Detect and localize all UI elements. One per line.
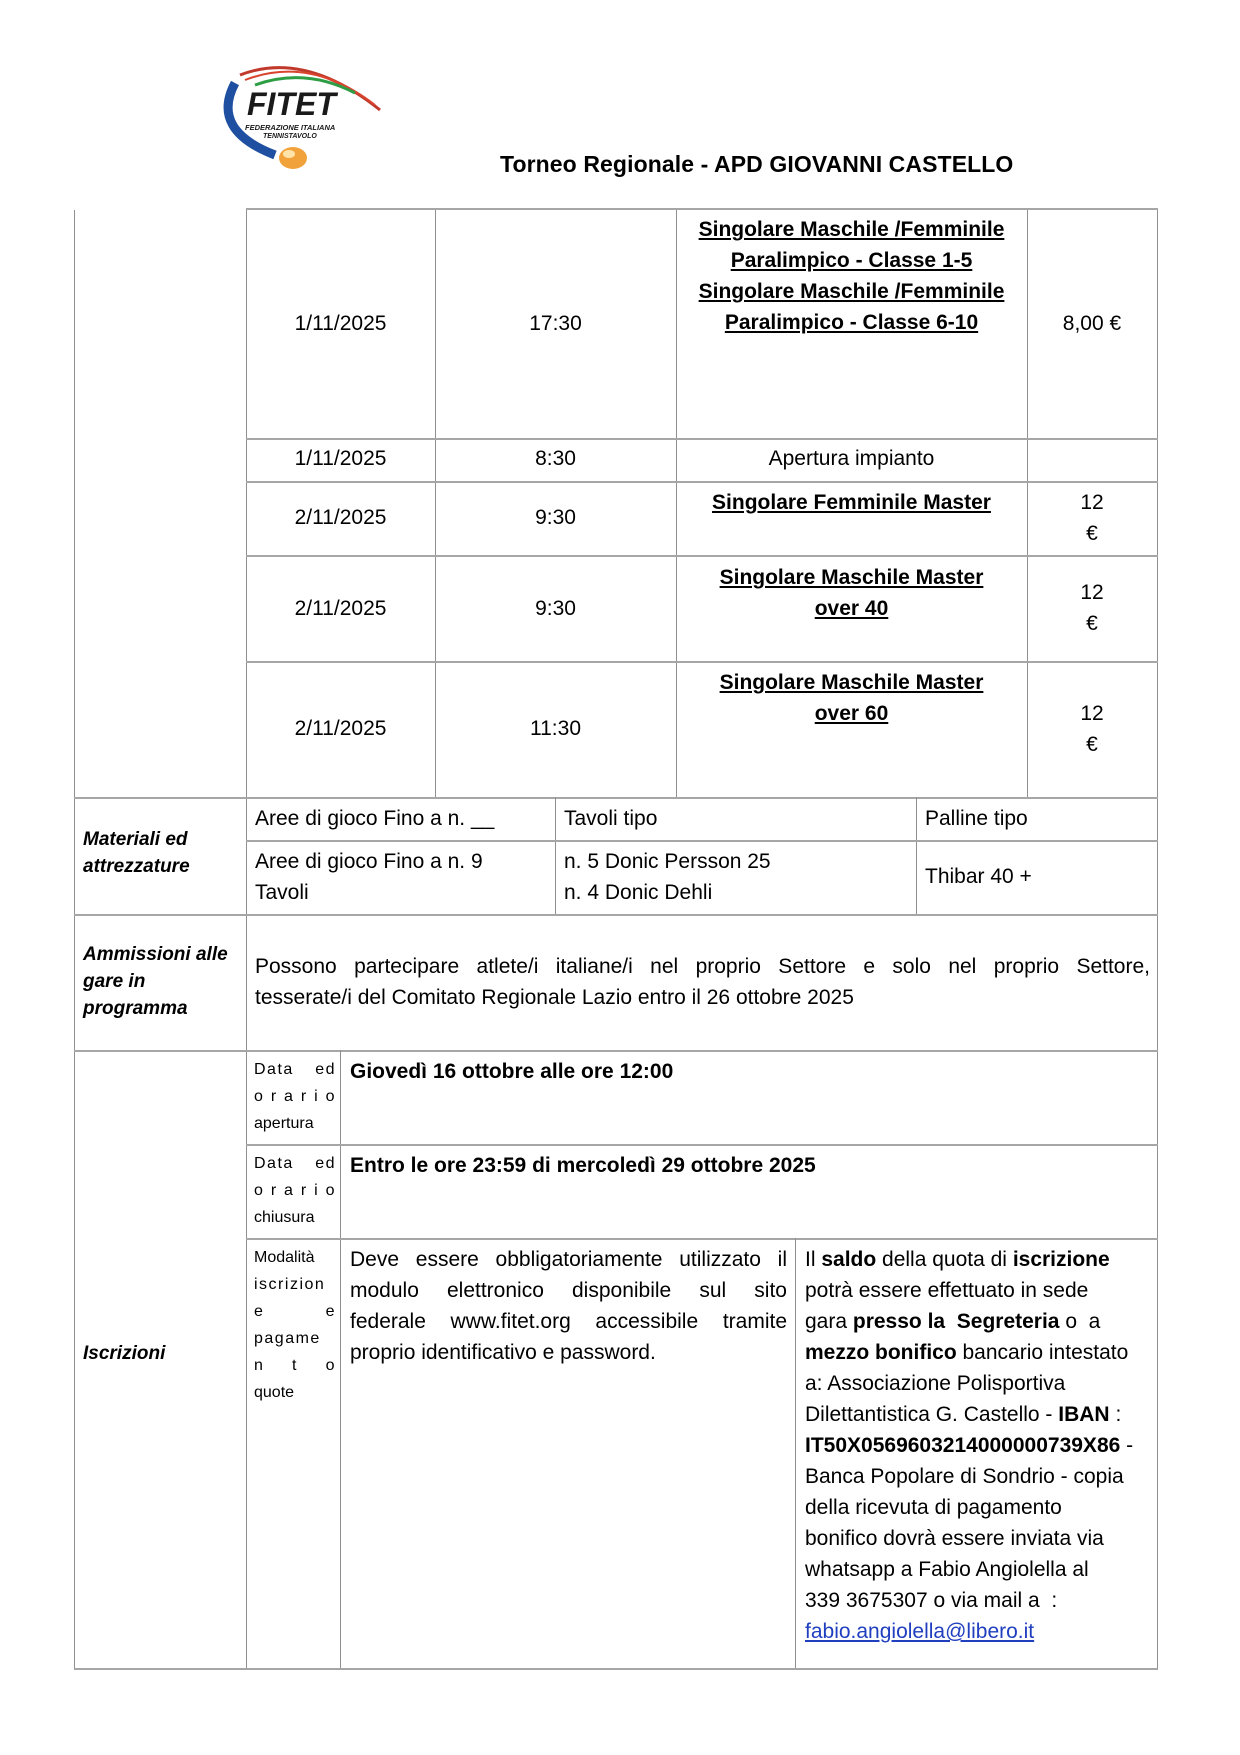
label-line: Data ed <box>254 1155 336 1172</box>
logo-wordmark: FITET <box>247 86 336 122</box>
table-border <box>795 1238 796 1669</box>
table-border <box>74 1668 1158 1670</box>
materials-balls-value: Thibar 40 + <box>925 865 1032 888</box>
materials-header-balls: Palline tipo <box>925 807 1028 830</box>
table-border <box>246 1144 1158 1146</box>
label-line: programma <box>83 998 188 1019</box>
schedule-fee <box>1027 487 1157 549</box>
text-line: whatsapp a Fabio Angiolella al <box>805 1558 1089 1581</box>
schedule-event: Singolare Femminile Master <box>712 491 991 514</box>
fee-currency: € <box>1086 612 1098 635</box>
text-line: modulo elettronico disponibile sul sito <box>350 1279 787 1302</box>
table-border <box>74 210 75 1669</box>
event-line: Singolare Maschile /Femminile <box>698 218 1005 241</box>
table-border <box>246 555 1158 557</box>
schedule-time: 17:30 <box>529 312 582 335</box>
schedule-event <box>676 667 1027 729</box>
ball-icon <box>279 147 307 169</box>
text-line: a: Associazione Polisportiva <box>805 1372 1066 1395</box>
registrations-label: Iscrizioni <box>83 1343 166 1364</box>
email-link[interactable]: fabio.angiolella@libero.it <box>805 1620 1035 1643</box>
event-line: Singolare Maschile Master <box>719 671 984 694</box>
text-line: Il saldo della quota di iscrizione <box>805 1248 1110 1271</box>
table-border <box>246 1238 1158 1240</box>
schedule-date: 2/11/2025 <box>294 717 387 740</box>
label-line: Data ed <box>254 1061 336 1078</box>
closing-value: Entro le ore 23:59 di mercoledì 29 ottobre 2025 <box>350 1154 816 1177</box>
table-border <box>74 914 1158 916</box>
table-border <box>916 797 917 915</box>
fee-amount: 12 <box>1080 581 1104 604</box>
admissions-text-line1: Possono partecipare atlete/i italiane/i nel proprio Settore e solo nel proprio Settore, <box>255 955 1150 978</box>
table-border <box>246 661 1158 663</box>
event-line: Singolare Maschile /Femminile <box>698 280 1005 303</box>
value-line: n. 5 Donic Persson 25 <box>564 850 771 873</box>
schedule-event <box>676 214 1027 338</box>
text-line: bonifico dovrà essere inviata via <box>805 1527 1104 1550</box>
label-line: Ammissioni alle <box>83 944 228 965</box>
table-border <box>246 840 1158 842</box>
schedule-date: 1/11/2025 <box>294 447 387 470</box>
materials-header-tables: Tavoli tipo <box>564 807 658 830</box>
payment-text <box>805 1244 1155 1647</box>
label-line: iscrizion <box>254 1276 326 1293</box>
materials-header-areas: Aree di gioco Fino a n. __ <box>255 807 495 830</box>
schedule-fee <box>1027 698 1157 760</box>
materials-areas-value <box>255 846 555 908</box>
schedule-date: 2/11/2025 <box>294 506 387 529</box>
text-line: 339 3675307 o via mail a : <box>805 1589 1058 1612</box>
label-line: chiusura <box>254 1209 315 1226</box>
iban-line: IT50X0569603214000000739X86 - <box>805 1434 1134 1457</box>
method-label <box>254 1244 336 1406</box>
label-line: pagame <box>254 1330 321 1347</box>
fee-amount: 12 <box>1080 702 1104 725</box>
schedule-fee <box>1027 577 1157 639</box>
label-line: o r a r i o <box>254 1088 336 1105</box>
table-border <box>74 797 1158 799</box>
text-line: della ricevuta di pagamento <box>805 1496 1062 1519</box>
fee-currency: € <box>1086 522 1098 545</box>
opening-label <box>254 1056 336 1137</box>
fitet-logo <box>215 55 395 175</box>
text-line: proprio identificativo e password. <box>350 1341 656 1364</box>
text-line: Deve essere obbligatoriamente utilizzato il <box>350 1248 787 1271</box>
schedule-time: 8:30 <box>535 447 576 470</box>
page-title: Torneo Regionale - APD GIOVANNI CASTELLO <box>500 151 1014 177</box>
value-line: Tavoli <box>255 881 309 904</box>
admissions-label <box>83 941 243 1022</box>
event-line: Paralimpico - Classe 6-10 <box>724 311 979 334</box>
table-border <box>74 1050 1158 1052</box>
label-line: quote <box>254 1384 295 1401</box>
online-registration-text <box>350 1244 787 1368</box>
table-border <box>246 208 1158 210</box>
logo-subtitle-1: FEDERAZIONE ITALIANA <box>245 123 336 132</box>
text-line: potrà essere effettuato in sede <box>805 1279 1089 1302</box>
materials-label <box>83 826 243 880</box>
logo-subtitle-2: TENNISTAVOLO <box>263 133 317 140</box>
table-border <box>246 481 1158 483</box>
label-line: o r a r i o <box>254 1182 336 1199</box>
label-line: Materiali ed <box>83 829 188 850</box>
label-line: attrezzature <box>83 856 190 877</box>
event-line: Paralimpico - Classe 1-5 <box>730 249 973 272</box>
label-line: e e <box>254 1303 336 1320</box>
table-border <box>340 1050 341 1669</box>
admissions-text-line2: tesserate/i del Comitato Regionale Lazio entro il 26 ottobre 2025 <box>255 986 854 1009</box>
label-line: n t o <box>254 1357 336 1374</box>
opening-value: Giovedì 16 ottobre alle ore 12:00 <box>350 1060 674 1083</box>
schedule-event <box>676 562 1027 624</box>
event-line: Singolare Maschile Master <box>719 566 984 589</box>
event-line: over 60 <box>814 702 889 725</box>
schedule-time: 9:30 <box>535 597 576 620</box>
text-line: Dilettantistica G. Castello - IBAN : <box>805 1403 1122 1426</box>
materials-tables-value <box>564 846 914 908</box>
table-border <box>555 797 556 915</box>
label-line: apertura <box>254 1115 314 1132</box>
table-border <box>246 208 247 1669</box>
text-line: mezzo bonifico bancario intestato <box>805 1341 1129 1364</box>
table-border <box>1157 208 1158 1669</box>
text-line: gara presso la Segreteria o a <box>805 1310 1101 1333</box>
text-line: Banca Popolare di Sondrio - copia <box>805 1465 1124 1488</box>
fee-amount: 12 <box>1080 491 1104 514</box>
schedule-time: 9:30 <box>535 506 576 529</box>
schedule-event: Apertura impianto <box>768 447 935 470</box>
value-line: n. 4 Donic Dehli <box>564 881 713 904</box>
label-line: gare in <box>83 971 146 992</box>
text-line: federale www.fitet.org accessibile tramite <box>350 1310 787 1333</box>
table-border <box>246 438 1158 440</box>
value-line: Aree di gioco Fino a n. 9 <box>255 850 483 873</box>
schedule-date: 2/11/2025 <box>294 597 387 620</box>
schedule-date: 1/11/2025 <box>294 312 387 335</box>
schedule-fee: 8,00 € <box>1062 312 1122 335</box>
schedule-time: 11:30 <box>530 717 581 740</box>
label-line: Modalità <box>254 1249 315 1266</box>
event-line: over 40 <box>814 597 889 620</box>
fee-currency: € <box>1086 733 1098 756</box>
closing-label <box>254 1150 336 1231</box>
